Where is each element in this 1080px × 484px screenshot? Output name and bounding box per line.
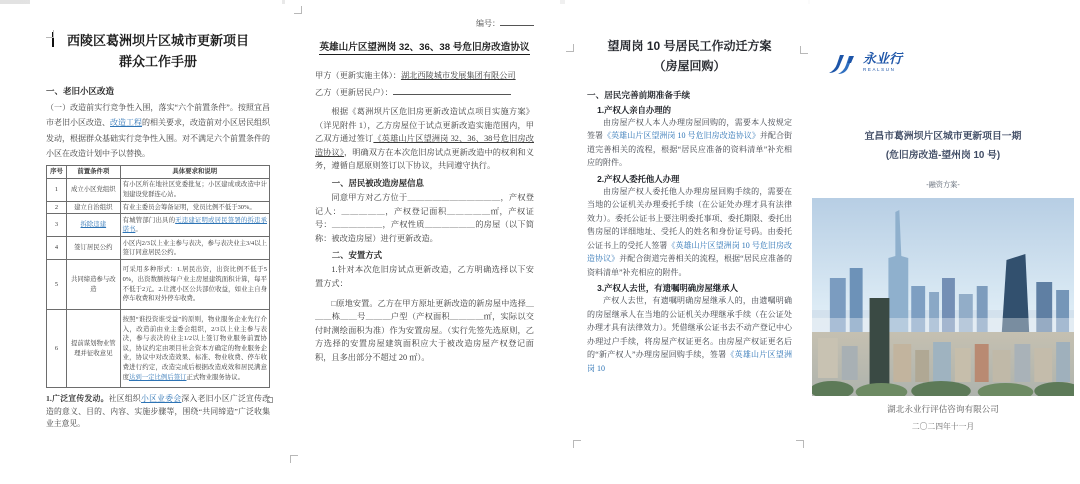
party-b-label: 乙方（更新居民户）： xyxy=(315,88,393,97)
paragraph-text: 的相关要求，改造前对小区居民组织发动，根据群众基础实行竞争性入围。对不满足六个前置条件的小区在改造计划中予以替换。 xyxy=(46,118,270,158)
realsun-logo-icon xyxy=(828,52,858,76)
handbook-title xyxy=(46,30,270,72)
table-row xyxy=(47,310,270,388)
cell-desc: 有业主委员会筹备证明，党员比例不低于30%。 xyxy=(120,201,269,214)
handbook-paragraph-1 xyxy=(46,100,270,161)
handbook-section-heading: 一、老旧小区改造 xyxy=(46,86,115,97)
party-b-line xyxy=(315,84,534,101)
logo-english-name: REALSUN xyxy=(863,67,896,73)
agreement-section-1: 一、居民被改造房屋信息 xyxy=(331,177,424,188)
cell-text: 按照“谁投资谁受益”的原则，物业服务企业先行介入，改造前由业主委会组织，2/3以上业主参与表决，参与表决的业主1/2以上签订物业服务前置协议，协议约定由项目社会资本方确定的物业服务企业，协议中对改造效果、标准、物业收费、停车收费进行约定，改造完成后根据改造成效和居民满意度 xyxy=(122,315,267,381)
cover-title xyxy=(810,128,1076,165)
plan-paragraph-2 xyxy=(587,185,792,280)
document-number-blank[interactable] xyxy=(500,16,534,26)
agreement-paragraph-2: 同意甲方对乙方位于＿＿＿＿＿＿＿＿＿＿＿，产权登记人：＿＿＿＿＿，产权登记面积＿＿＿＿＿㎡，产权证号：＿＿＿＿＿＿，产权性质＿＿＿＿＿＿的房屋（以下简称：被改造房屋）进行更新改造。 xyxy=(315,192,534,243)
plan-book-title[interactable]: 《英雄山片区望洲岗 10 xyxy=(587,350,792,373)
document-page-agreement xyxy=(285,0,560,484)
paragraph-text: 并配合街道完善相关的流程，根据“居民应准备的资料清单”补充相应的附件。 xyxy=(587,254,792,277)
cover-title-line2: (危旧房改造-望州岗 10 号) xyxy=(885,149,1001,161)
cover-company-name: 湖北永业行评估咨询有限公司 xyxy=(887,404,999,414)
cover-date: 二〇二四年十一月 xyxy=(911,422,975,431)
agreement-paragraph-4: □原地安置。乙方在甲方原址更新改造的新房屋中选择＿＿＿栋＿＿号＿＿＿户型（产权面积＿＿＿＿㎡，实际以交付时测绘面积为准）作为安置房屋。（实行先签先选原则，乙方选择的安置房屋建筑面积应大于被改造房屋产权登记面积，且多出部分不超过 20 ㎡）。 xyxy=(315,298,534,362)
page-corner-mark xyxy=(573,440,581,448)
cell-no: 5 xyxy=(47,260,67,310)
page-corner-mark xyxy=(46,30,54,38)
table-row xyxy=(47,178,270,201)
plan-title-line2: （房屋回购） xyxy=(653,59,726,74)
document-page-plan xyxy=(565,0,808,484)
page-corner-mark xyxy=(800,46,808,54)
handbook-title-line2: 群众工作手册 xyxy=(118,54,197,70)
plan-subheading-2: 2.产权人委托他人办理 xyxy=(597,173,680,184)
paragraph-text: 根据《葛洲坝片区危旧房更新改造试点项目实施方案》（详见附件 1），乙方房屋位于试点更新改造实施范围内，甲乙双方通过签订 xyxy=(315,107,534,144)
object-anchor-mark xyxy=(267,397,273,403)
page-corner-mark xyxy=(796,440,804,448)
cell-item: 建立自治组织 xyxy=(67,201,121,214)
cell-no: 6 xyxy=(47,310,67,388)
cell-item: 签订居民公约 xyxy=(67,237,121,260)
paragraph-text: 并配合街道完善相关的流程，根据“居民应准备的资料清单”补充相应的附件。 xyxy=(587,131,793,168)
party-a-line xyxy=(315,67,534,84)
plan-title xyxy=(587,36,792,77)
table-header-row xyxy=(47,165,270,178)
cell-desc xyxy=(120,310,269,388)
paragraph-text: 社区组织 xyxy=(108,394,142,404)
party-b-blank[interactable] xyxy=(393,85,511,95)
document-number-line xyxy=(315,16,534,29)
cover-subtitle: -融资方案- xyxy=(926,180,960,189)
cover-title-line1: 宜昌市葛洲坝片区城市更新项目一期 xyxy=(864,131,1022,142)
col-header-no: 序号 xyxy=(47,165,67,178)
paragraph-text: 由房屋产权人本人办理房屋回购的，需要本人按规定签署 xyxy=(587,117,792,141)
paragraph-text: （一）改造前实行竞争性入围，落实“六个前置条件”。按照宜昌市老旧小区改造、 xyxy=(46,103,270,128)
plan-paragraph-1 xyxy=(587,116,792,170)
realsun-logo xyxy=(828,52,902,76)
cell-item: 共同缔造参与改造 xyxy=(67,260,121,310)
party-a-value: 湖北西陵城市发展集团有限公司 xyxy=(400,71,516,80)
document-page-cover xyxy=(810,0,1076,484)
page-corner-mark xyxy=(290,455,298,463)
preconditions-table xyxy=(46,165,270,388)
paragraph-text: ，明确双方在本次危旧房试点更新改造中的权利和义务，遵循自愿原则签订以下协议，共同遵守执行。 xyxy=(315,147,534,171)
col-header-item: 前置条件项 xyxy=(67,165,121,178)
agreement-book-title: 《英雄山片区望洲岗 32、36、38号危旧房改造协议》 xyxy=(315,134,534,157)
paragraph-text: 深入老旧小区广泛宣传改造的意义、目的、内容、实施步骤等，围绕“共同缔造”广泛收集业主意见。 xyxy=(46,394,271,429)
agreement-section-2: 二、安置方式 xyxy=(331,250,383,261)
plan-title-line1: 望周岗 10 号居民工作动迁方案 xyxy=(607,39,772,53)
plan-book-title[interactable]: 《英雄山片区望洲岗 10 号危旧房改造协议》 xyxy=(587,240,793,264)
table-row xyxy=(47,260,270,310)
agreement-title: 英雄山片区望洲岗 32、36、38 号危旧房改造协议 xyxy=(319,42,530,53)
document-number-label: 编号： xyxy=(476,19,500,28)
table-row xyxy=(47,214,270,237)
cell-item: 成立小区党组织 xyxy=(67,178,121,201)
handbook-paragraph-2 xyxy=(46,393,270,431)
agreement-paragraph-3: 1.针对本次危旧房试点更新改造，乙方明确选择以下安置方式： xyxy=(315,265,534,288)
cell-no: 1 xyxy=(47,178,67,201)
hyperlink-gaizao-gongcheng[interactable]: 改造工程 xyxy=(110,118,142,128)
hyperlink-yeweihui[interactable]: 小区业委会 xyxy=(141,394,182,404)
hyperlink-property-agreement[interactable]: 达到一定比例后签订 xyxy=(128,373,187,381)
cell-text: 正式物业服务协议。 xyxy=(186,373,244,381)
plan-book-title[interactable]: 《英雄山片区望洲岗 10 号危旧房改造协议》 xyxy=(603,131,760,141)
cell-text: 。 xyxy=(135,226,142,234)
cell-desc xyxy=(120,214,269,237)
cell-desc: 小区内2/3以上业主参与表决，参与表决业主3/4以上签订同意居民公约。 xyxy=(120,237,269,260)
cell-text: 有城管部门出具的 xyxy=(122,216,176,224)
cell-desc: 可采用多种形式：1.居民出资，出资比例不低于50%，出资数额按每户业主房屋建筑面积计算，每平不低于2元。2.让渡小区公共部位收益，如业主自身停车收费和对外停车收费。 xyxy=(120,260,269,310)
document-page-handbook xyxy=(30,0,282,484)
table-row xyxy=(47,237,270,260)
cell-no: 4 xyxy=(47,237,67,260)
city-skyline-photo xyxy=(812,198,1074,396)
plan-subheading-1: 1.产权人亲自办理的 xyxy=(597,104,672,115)
paragraph-text: 由房屋产权人委托他人办理房屋回购手续的，需要在当地的公证机关办理委托手续（在公证处办理才具有法律效力）。委托公证书上要注明委托事项、委托期限、委托出售房屋的详细地址、受托人的姓名和身份证号码。由委托公证书上的受托人签署 xyxy=(587,186,792,250)
plan-subheading-3: 3.产权人去世，有遗嘱明确房屋继承人 xyxy=(597,283,739,294)
cell-no: 2 xyxy=(47,201,67,214)
plan-paragraph-3 xyxy=(587,294,792,375)
cell-item: 提前谋划物业管理并征收意见 xyxy=(67,310,121,388)
paragraph-text: 产权人去世，有遗嘱明确房屋继承人的，由遗嘱明确的房屋继承人在当地的公证机关办理继承手续（在公证处办理才具有法律效力）。凭借继承公证书去不动产登记中心办理过户手续，将房屋产权证更名。由房屋产权证更名后的“新产权人”办理房屋回购手续，签署 xyxy=(587,296,792,360)
cell-no: 3 xyxy=(47,214,67,237)
page-corner-mark xyxy=(566,44,574,52)
plan-heading-1: 一、居民完善前期准备手续 xyxy=(587,89,691,100)
hyperlink-weijian-proof[interactable]: 无违建证明或居民签署的拆违承诺书 xyxy=(122,216,268,234)
logo-chinese-name: 永业行 xyxy=(863,51,903,66)
handbook-title-line1: 西陵区葛洲坝片区城市更新项目 xyxy=(66,33,249,48)
logo-text-block xyxy=(863,52,902,72)
paragraph-lead: 1.广泛宣传发动。 xyxy=(46,394,109,404)
page-corner-mark xyxy=(294,6,302,14)
col-header-desc: 具体要求和说明 xyxy=(120,165,269,178)
table-row xyxy=(47,201,270,214)
cell-desc: 有小区所在地社区党委批复；小区建成或改造中计划建设党群连心站。 xyxy=(120,178,269,201)
hyperlink-chaichu-weijian[interactable]: 拆除违建 xyxy=(80,221,107,229)
agreement-paragraph-1 xyxy=(315,105,534,173)
party-a-label: 甲方（更新实施主体）： xyxy=(315,71,401,80)
